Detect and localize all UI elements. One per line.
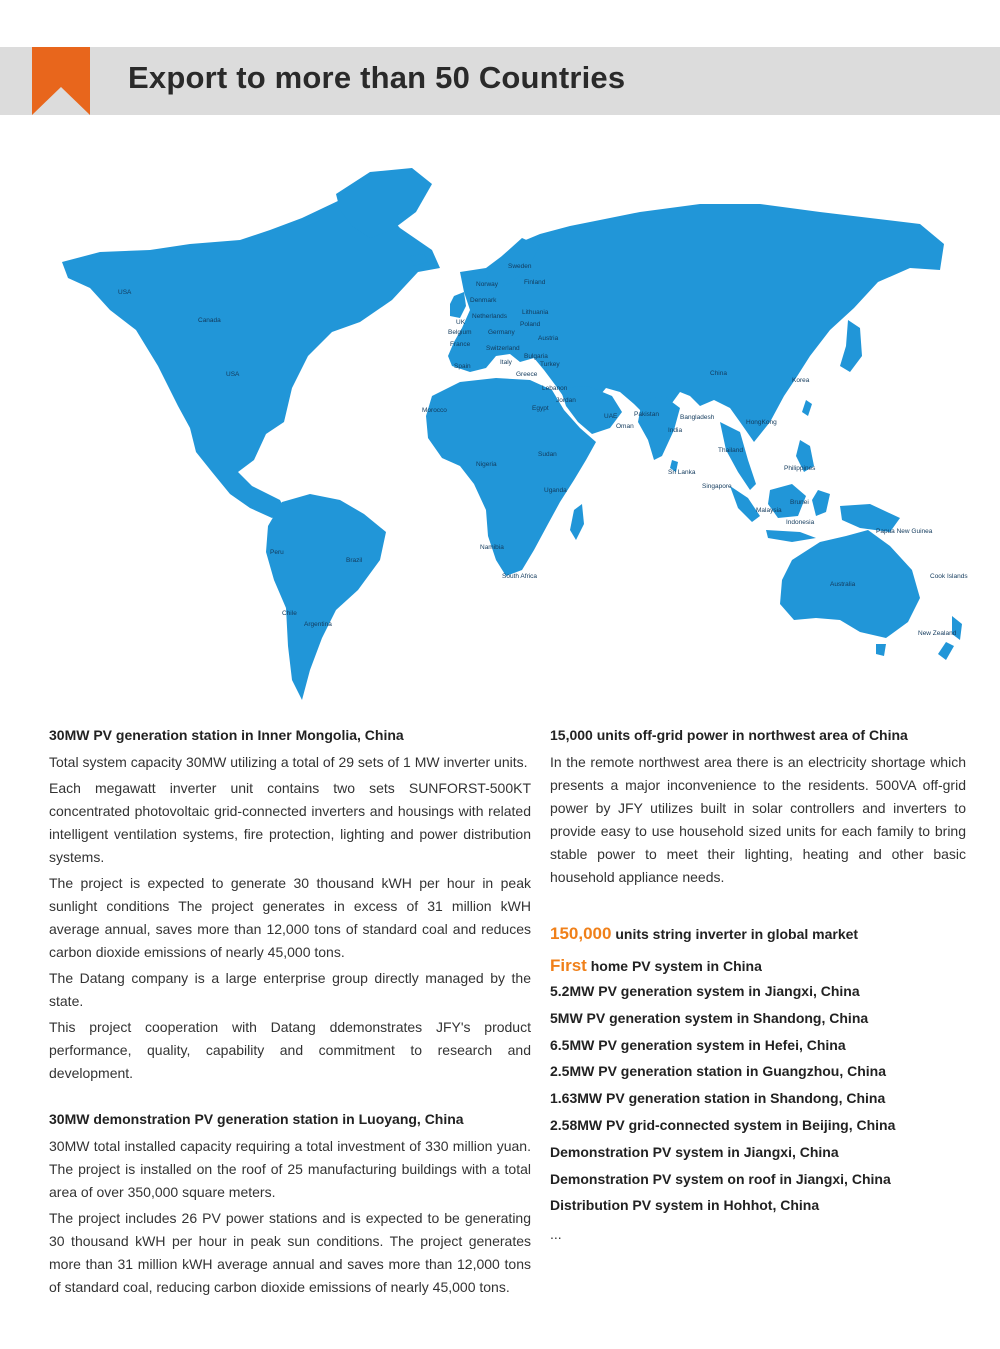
paragraph: This project cooperation with Datang ddemonstrates JFY's product performance, quality, capability and commitment to research and development. <box>49 1019 531 1081</box>
tasmania-landmass <box>876 644 886 656</box>
paragraph: Each megawatt inverter unit contains two sets SUNFORST-500KT concentrated photovoltaic grid-connected inverters and housings with related intelligent ventilation systems, fire protection, lighting and power distribution systems. <box>49 780 531 865</box>
map-label: Finland <box>524 279 546 286</box>
list-item: Demonstration PV system in Jiangxi, China <box>550 1143 839 1160</box>
map-label: Egypt <box>532 405 549 412</box>
more-ellipsis: ... <box>550 1226 562 1243</box>
map-label: Morocco <box>422 407 447 414</box>
map-label: Jordan <box>556 397 576 404</box>
map-label: Malaysia <box>756 507 782 514</box>
list-item: 5MW PV generation system in Shandong, China <box>550 1009 869 1026</box>
sulawesi-landmass <box>812 490 830 516</box>
map-label: Bangladesh <box>680 414 715 421</box>
taiwan-landmass <box>802 400 812 416</box>
paragraph: 30MW total installed capacity requiring a total investment of 330 million yuan. The project is installed on the roof of 25 manufacturing buildings with a total area of over 350,000 square meters. <box>49 1138 531 1200</box>
paragraph: The Datang company is a large enterprise group directly managed by the state. <box>49 970 531 1009</box>
map-label: France <box>450 341 471 348</box>
map-label: Switzerland <box>486 345 520 352</box>
map-label: Netherlands <box>472 313 508 320</box>
map-label: Chile <box>282 610 297 617</box>
map-label: Sudan <box>538 451 557 458</box>
highlight-number: 150,000 <box>550 924 612 943</box>
madagascar-landmass <box>570 504 584 540</box>
map-label: Peru <box>270 549 284 556</box>
map-label: Spain <box>454 363 471 370</box>
map-label: Oman <box>616 423 634 430</box>
map-label: Germany <box>488 329 515 336</box>
map-label: South Africa <box>502 573 538 580</box>
new-zealand-landmass <box>938 616 962 660</box>
south-america-landmass <box>266 494 386 700</box>
map-label: Turkey <box>540 361 560 368</box>
map-label: UAE <box>604 413 618 420</box>
list-item: 2.5MW PV generation station in Guangzhou, China <box>550 1063 887 1080</box>
map-label: HongKong <box>746 419 777 426</box>
map-label: Indonesia <box>786 519 815 526</box>
map-label: Korea <box>792 377 810 384</box>
map-label: Pakistan <box>634 411 659 418</box>
project-list <box>550 978 966 1219</box>
map-label: Papua New Guinea <box>876 528 933 535</box>
map-label: USA <box>118 289 132 296</box>
map-label: China <box>710 370 727 377</box>
map-label: Australia <box>830 581 856 588</box>
highlight-text: home PV system in China <box>586 958 762 974</box>
sumatra-landmass <box>730 486 760 522</box>
map-label: Brunei <box>790 499 809 506</box>
section-title-off-grid: 15,000 units off-grid power in northwest area of China <box>550 727 908 743</box>
map-label: Uganda <box>544 487 567 494</box>
map-label: Belgium <box>448 329 472 336</box>
map-label: Sri Lanka <box>668 469 696 476</box>
map-label: India <box>668 427 683 434</box>
map-label: Bulgaria <box>524 353 548 360</box>
map-label: Italy <box>500 359 512 366</box>
list-item: 5.2MW PV generation system in Jiangxi, China <box>550 983 860 999</box>
bookmark-icon <box>32 47 90 115</box>
world-map <box>40 160 980 705</box>
highlight-first <box>550 954 966 978</box>
list-item: Demonstration PV system on roof in Jiangxi, China <box>550 1170 891 1187</box>
list-item: 6.5MW PV generation system in Hefei, China <box>550 1036 846 1053</box>
map-label: New Zealand <box>918 630 957 637</box>
map-label: Lebanon <box>542 385 568 392</box>
map-label: Sweden <box>508 263 532 270</box>
highlight-units <box>550 922 966 946</box>
section-title-luoyang: 30MW demonstration PV generation station in Luoyang, China <box>49 1111 464 1127</box>
map-label: Denmark <box>470 297 497 304</box>
map-label: Norway <box>476 281 499 288</box>
page-title: Export to more than 50 Countries <box>128 60 626 95</box>
list-item: 1.63MW PV generation station in Shandong, China <box>550 1090 886 1107</box>
map-label: Cook Islands <box>930 573 968 580</box>
paragraph: Total system capacity 30MW utilizing a total of 29 sets of 1 MW inverter units. <box>49 754 528 770</box>
map-label: Namibia <box>480 544 504 551</box>
map-label: UK <box>456 319 466 326</box>
list-item: Distribution PV system in Hohhot, China <box>550 1197 820 1214</box>
map-label: Argentina <box>304 621 332 628</box>
highlight-text: units string inverter in global market <box>611 926 859 942</box>
map-label: Lithuania <box>522 309 549 316</box>
paragraph: The project includes 26 PV power stations and is expected to be generating 30 thousand kWH per hour in peak sun conditions. The project generates more than 31 million kWH average annual and saves more than 12,000 tons of standard coal, reducing carbon dioxide emissions of nearly 45,000 tons. <box>49 1210 531 1295</box>
continents <box>62 168 962 700</box>
paragraph: The project is expected to generate 30 thousand kWH per hour in peak sunlight conditions The project generates in excess of 31 million kWH average annual, saves more than 12,000 tons of standard coal and reduces carbon dioxide emissions of nearly 45,000 tons. <box>49 875 531 960</box>
section-title-inner-mongolia: 30MW PV generation station in Inner Mongolia, China <box>49 727 404 743</box>
map-label: Poland <box>520 321 541 328</box>
map-label: Singapore <box>702 483 732 490</box>
map-label: Philippines <box>784 465 816 472</box>
left-column <box>49 724 531 1302</box>
map-label: Austria <box>538 335 559 342</box>
paragraph: In the remote northwest area there is an electricity shortage which presents a major inconvenience to the residents. 500VA off-grid power by JFY utilizes built in solar controllers and inverters to provide easy to use household sized units for each family to bring stable power to meet their lighting, heating and other basic household appliance needs. <box>550 754 966 885</box>
list-item: 2.58MW PV grid-connected system in Beijing, China <box>550 1116 896 1133</box>
java-landmass <box>766 530 816 542</box>
map-label: Greece <box>516 371 538 378</box>
map-label: Nigeria <box>476 461 497 468</box>
map-label: Canada <box>198 317 221 324</box>
right-column <box>550 724 966 1246</box>
map-label: Thailand <box>718 447 743 454</box>
highlight-number: First <box>550 956 587 975</box>
map-label: Brazil <box>346 557 363 564</box>
japan-landmass <box>840 320 862 372</box>
map-label: USA <box>226 371 240 378</box>
uk-landmass <box>450 292 466 318</box>
